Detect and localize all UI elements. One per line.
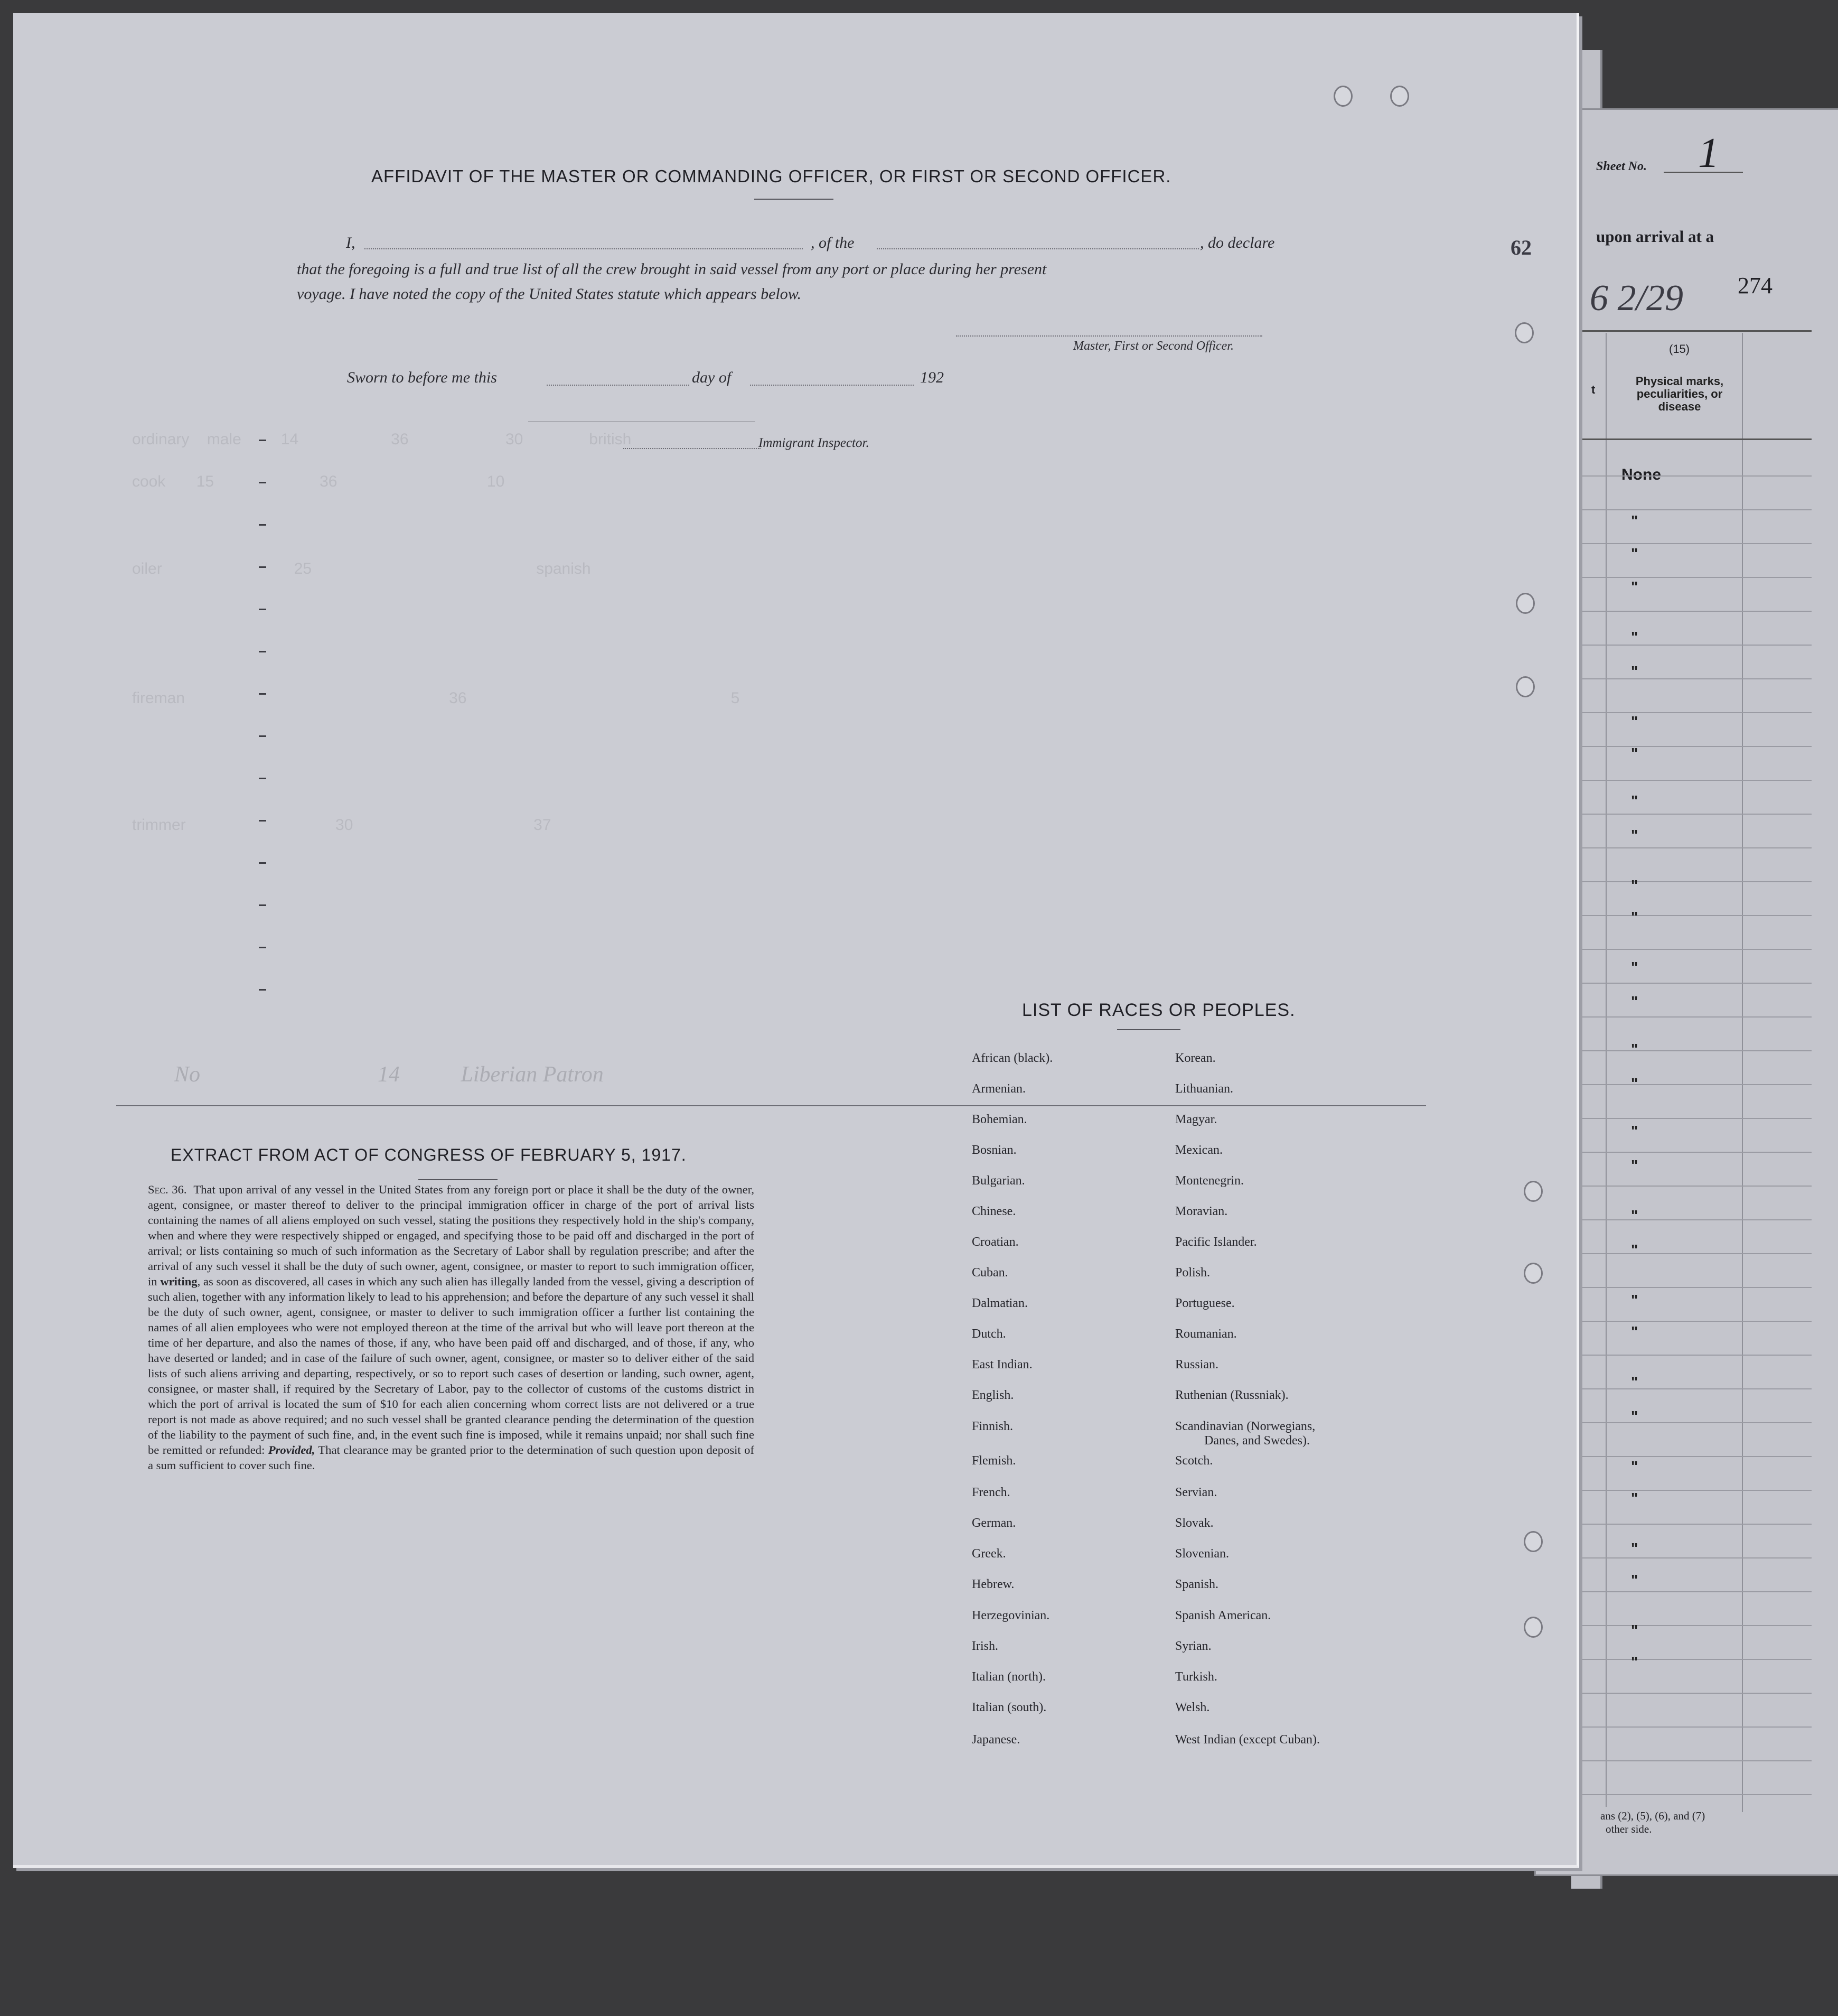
grid-row-line [1558, 543, 1812, 544]
grid-row-line [1558, 1591, 1812, 1592]
grid-col-a [1606, 333, 1607, 1807]
race-item: Italian (south). [972, 1701, 1047, 1714]
handwritten-date: 6 2/29 [1590, 278, 1683, 319]
vessel-field-line [877, 248, 1199, 249]
grid-row-line [1558, 881, 1812, 882]
race-item: Dalmatian. [972, 1296, 1028, 1310]
ditto-mark: " [1631, 1123, 1638, 1139]
punch-hole [1516, 676, 1535, 697]
ditto-mark: " [1631, 792, 1638, 809]
ditto-mark: " [1631, 1540, 1638, 1556]
first-entry: None [1621, 466, 1661, 483]
ditto-mark: " [1631, 1075, 1638, 1091]
punch-hole [1515, 322, 1534, 343]
race-item: Slovak. [1175, 1516, 1214, 1530]
ditto-mark: " [1631, 1572, 1638, 1588]
row-dash [259, 609, 266, 610]
grid-row-line [1558, 1794, 1812, 1795]
ditto-mark: " [1631, 1323, 1638, 1340]
grid-row-line [1558, 1016, 1812, 1018]
punch-hole [1390, 86, 1409, 107]
race-item: Scotch. [1175, 1454, 1213, 1468]
race-item: Pacific Islander. [1175, 1235, 1257, 1249]
ditto-mark: " [1631, 1408, 1638, 1424]
grid-row-line [1558, 1084, 1812, 1085]
grid-col-b [1742, 333, 1743, 1812]
race-item: Turkish. [1175, 1670, 1217, 1684]
race-item: Welsh. [1175, 1701, 1210, 1714]
bleed-through-row: cook 15 36 10 [132, 473, 505, 490]
column-partial-header: t [1591, 383, 1596, 396]
grid-row-line [1558, 780, 1812, 781]
name-field-line [364, 248, 803, 249]
races-title-rule [1117, 1029, 1180, 1030]
race-item: Hebrew. [972, 1578, 1015, 1591]
grid-row-line [1558, 1557, 1812, 1558]
grid-row-line [1558, 1118, 1812, 1119]
race-item: Japanese. [972, 1733, 1020, 1747]
row-dash [259, 566, 266, 568]
grid-row-line [1558, 1760, 1812, 1761]
row-dash [259, 651, 266, 652]
ditto-mark: " [1631, 1654, 1638, 1670]
race-item: Greek. [972, 1547, 1006, 1561]
inspector-signature-line [623, 448, 761, 449]
grid-row-line [1558, 678, 1812, 679]
ditto-mark: " [1631, 1242, 1638, 1258]
grid-row-line [1558, 915, 1812, 916]
affidavit-title-rule [754, 199, 833, 200]
race-item: Syrian. [1175, 1639, 1212, 1653]
ditto-mark: " [1631, 1490, 1638, 1506]
column-header-rule [1558, 438, 1812, 440]
ditto-mark: " [1631, 713, 1638, 730]
row-dash [259, 735, 266, 737]
section-divider [116, 1105, 1426, 1106]
race-item: Irish. [972, 1639, 998, 1653]
grid-row-line [1558, 1050, 1812, 1051]
race-item: African (black). [972, 1051, 1053, 1065]
grid-row-line [1558, 847, 1812, 848]
bleed-through-signature: No 14 Liberian Patron [174, 1062, 604, 1087]
act-text-part2: , as soon as discovered, all cases in which any such alien has illegally landed from the vessel, giving a description of such alien, together with any information likely to lead to his apprehension; and before the departure of any such vessel it shall be the duty of such owner, agent, consignee, or master to deliver to such immigration officer a further list containing the names of all alien employees who were not employed thereon at the time of the arrival but who will leave port thereon at the time of her departure, and also the names of those, if any, who have been paid off and discharged, and of those, if any, who have deserted or landed; and in case of the failure of such owner, agent, consignee, or master so to deliver either of the said lists of such aliens arriving and departing, respectively, or so to report such cases of desertion or landing, such owner, agent, consignee, or master shall, if required by the Secretary of Labor, pay to the collector of customs of the customs district in which the port of arrival is located the sum of $10 for each alien concerning whom correct lists are not delivered or a true report is not made as above required; and no such vessel shall be granted clearance pending the determination of the question of the liability to the payment of such fine, and, in the event such fine is imposed, while it remains unpaid; nor shall such fine be remitted or refunded: [148, 1275, 754, 1457]
ditto-mark: " [1631, 877, 1638, 893]
ditto-mark: " [1631, 545, 1638, 562]
row-dash [259, 820, 266, 822]
day-of-label: day of [692, 369, 732, 386]
bleed-through-row: ordinary male 14 36 30 british [132, 431, 632, 448]
grid-row-line [1558, 1253, 1812, 1254]
grid-row-line [1558, 746, 1812, 747]
grid-row-line [1558, 1490, 1812, 1491]
ditto-mark: " [1631, 1622, 1638, 1638]
bleed-through-row [132, 1022, 136, 1040]
race-item: Spanish American. [1175, 1609, 1271, 1622]
race-item: Slovenian. [1175, 1547, 1229, 1561]
grid-row-line [1558, 1287, 1812, 1288]
punch-hole [1524, 1617, 1543, 1638]
master-label: Master, First or Second Officer. [1073, 339, 1234, 353]
bleed-through-row: fireman 36 5 [132, 689, 740, 707]
ditto-mark: " [1631, 1041, 1638, 1057]
grid-row-line [1558, 1388, 1812, 1389]
grid-row-line [1558, 814, 1812, 815]
grid-row-line [1558, 712, 1812, 713]
bleed-through-row: trimmer 30 37 [132, 816, 551, 834]
race-item: Chinese. [972, 1205, 1016, 1218]
row-dash [259, 482, 266, 483]
row-dash [259, 904, 266, 906]
grid-row-line [1558, 1625, 1812, 1626]
affidavit-line3: voyage. I have noted the copy of the United States statute which appears below. [297, 285, 802, 303]
race-item: Magyar. [1175, 1113, 1217, 1126]
affidavit-of-the: , of the [811, 234, 855, 251]
act-section-label: Sec. 36. [148, 1183, 187, 1196]
grid-row-line [1558, 1726, 1812, 1728]
ditto-mark: " [1631, 993, 1638, 1010]
race-item: West Indian (except Cuban). [1175, 1733, 1320, 1747]
race-item: Croatian. [972, 1235, 1019, 1249]
act-text-part1: That upon arrival of any vessel in the United States from any foreign port or place it shall be the duty of the owner, agent, consignee, or master thereof to deliver to the principal immigration officer in charge of the port of arrival lists containing the names of all aliens employed on such vessel, stating the positions they respectively hold in the ship's company, when and where they were respectively shipped or engaged, and specifying those to be paid off and discharged in the port of arrival; or lists containing so much of such information as the Secretary of Labor shall by regulation prescribe; and after the arrival of any such vessel it shall be the duty of such owner, agent, consignee, or master to report to such immigration officer, in [148, 1183, 754, 1288]
grid-row-line [1558, 475, 1812, 477]
grid-row-line [1558, 1355, 1812, 1356]
grid-row-line [1558, 1422, 1812, 1423]
grid-row-line [1558, 1524, 1812, 1525]
footer-note-line2: other side. [1606, 1823, 1652, 1835]
race-item: Servian. [1175, 1486, 1217, 1499]
punch-hole [1524, 1181, 1543, 1202]
race-item: Roumanian. [1175, 1327, 1237, 1341]
ditto-mark: " [1631, 1458, 1638, 1474]
grid-row-line [1558, 1659, 1812, 1660]
grid-row-line [1558, 1186, 1812, 1187]
back-header-rule [1558, 330, 1812, 332]
act-title-rule [418, 1179, 498, 1180]
ditto-mark: " [1631, 827, 1638, 843]
grid-row-line [1558, 983, 1812, 984]
race-item: Bohemian. [972, 1113, 1027, 1126]
race-item: Portuguese. [1175, 1296, 1235, 1310]
act-text-part3: That clearance may be granted prior to the determination of such question upon deposit of a sum sufficient to cover such fine. [148, 1443, 754, 1472]
race-item: Korean. [1175, 1051, 1216, 1065]
grid-row-line [1558, 509, 1812, 510]
column-number: (15) [1669, 342, 1690, 356]
race-item: Montenegrin. [1175, 1174, 1244, 1188]
grid-row-line [1558, 645, 1812, 646]
row-dash [259, 440, 266, 441]
sworn-label: Sworn to before me this [347, 369, 497, 386]
row-dash [259, 862, 266, 864]
races-title: LIST OF RACES OR PEOPLES. [1022, 1000, 1296, 1020]
ditto-mark: " [1631, 578, 1638, 595]
year-label: 192 [920, 369, 944, 386]
race-item: Danes, and Swedes). [1204, 1434, 1310, 1448]
sworn-month-line [750, 385, 914, 386]
row-dash [259, 693, 266, 695]
race-item: East Indian. [972, 1358, 1033, 1371]
margin-number: 62 [1511, 236, 1532, 259]
race-item: Scandinavian (Norwegians, [1175, 1420, 1316, 1433]
punch-hole [1524, 1263, 1543, 1284]
stamped-number: 274 [1738, 273, 1773, 298]
race-item: Polish. [1175, 1266, 1211, 1280]
grid-row-line [1558, 1152, 1812, 1153]
act-body [148, 1182, 754, 1473]
grid-row-line [1558, 1456, 1812, 1457]
affidavit-line2: that the foregoing is a full and true list of all the crew brought in said vessel from any port or place during her present [297, 260, 1047, 278]
grid-row-line [1558, 611, 1812, 612]
ditto-mark: " [1631, 909, 1638, 925]
affidavit-i-label: I, [346, 234, 355, 251]
ditto-mark: " [1631, 663, 1638, 679]
punch-hole [1334, 86, 1353, 107]
footer-note-line1: ans (2), (5), (6), and (7) [1600, 1809, 1705, 1822]
race-item: Herzegovinian. [972, 1609, 1050, 1622]
race-item: Flemish. [972, 1454, 1016, 1468]
bleed-through-row: oiler 25 spanish [132, 560, 591, 577]
ditto-mark: " [1631, 1292, 1638, 1308]
ditto-mark: " [1631, 629, 1638, 645]
act-title: EXTRACT FROM ACT OF CONGRESS OF FEBRUARY 5, 1917. [171, 1145, 687, 1164]
ditto-mark: " [1631, 959, 1638, 975]
ditto-mark: " [1631, 1374, 1638, 1390]
row-dash [259, 524, 266, 526]
race-item: Moravian. [1175, 1205, 1228, 1218]
race-item: Bosnian. [972, 1143, 1017, 1157]
race-item: Russian. [1175, 1358, 1219, 1371]
race-item: German. [972, 1516, 1016, 1530]
affidavit-do-declare: , do declare [1200, 234, 1275, 251]
header-fragment: upon arrival at a [1596, 227, 1714, 246]
inspector-label: Immigrant Inspector. [758, 436, 869, 450]
master-signature-line [956, 335, 1262, 337]
race-item: Dutch. [972, 1327, 1006, 1341]
sheet-number-value: 1 [1698, 130, 1719, 176]
ditto-mark: " [1631, 1207, 1638, 1224]
race-item: English. [972, 1388, 1014, 1402]
race-item: Lithuanian. [1175, 1082, 1233, 1096]
affidavit-title: AFFIDAVIT OF THE MASTER OR COMMANDING OFFICER, OR FIRST OR SECOND OFFICER. [371, 166, 1171, 186]
grid-row-line [1558, 577, 1812, 578]
column-header: Physical marks, peculiarities, or disease [1635, 375, 1724, 413]
row-dash [259, 989, 266, 991]
grid-row-line [1558, 1321, 1812, 1322]
punch-hole [1516, 593, 1535, 614]
ditto-mark: " [1631, 1157, 1638, 1173]
ditto-mark: " [1631, 745, 1638, 761]
race-item: Cuban. [972, 1266, 1008, 1280]
act-text-provided: Provided, [268, 1443, 315, 1457]
sheet-number-label: Sheet No. [1596, 160, 1647, 173]
sworn-day-line [547, 385, 689, 386]
race-item: Mexican. [1175, 1143, 1223, 1157]
row-dash [259, 778, 266, 779]
race-item: Italian (north). [972, 1670, 1046, 1684]
row-dash [259, 947, 266, 948]
back-sheet [1534, 108, 1838, 1876]
race-item: Ruthenian (Russniak). [1175, 1388, 1289, 1402]
race-item: French. [972, 1486, 1010, 1499]
grid-row-line [1558, 1693, 1812, 1694]
act-text-writing: writing [160, 1275, 198, 1288]
punch-hole [1524, 1531, 1543, 1552]
race-item: Bulgarian. [972, 1174, 1025, 1188]
race-item: Spanish. [1175, 1578, 1219, 1591]
ditto-mark: " [1631, 512, 1638, 529]
race-item: Finnish. [972, 1420, 1014, 1433]
race-item: Armenian. [972, 1082, 1026, 1096]
grid-row-line [1558, 1219, 1812, 1220]
grid-row-line [1558, 949, 1812, 950]
